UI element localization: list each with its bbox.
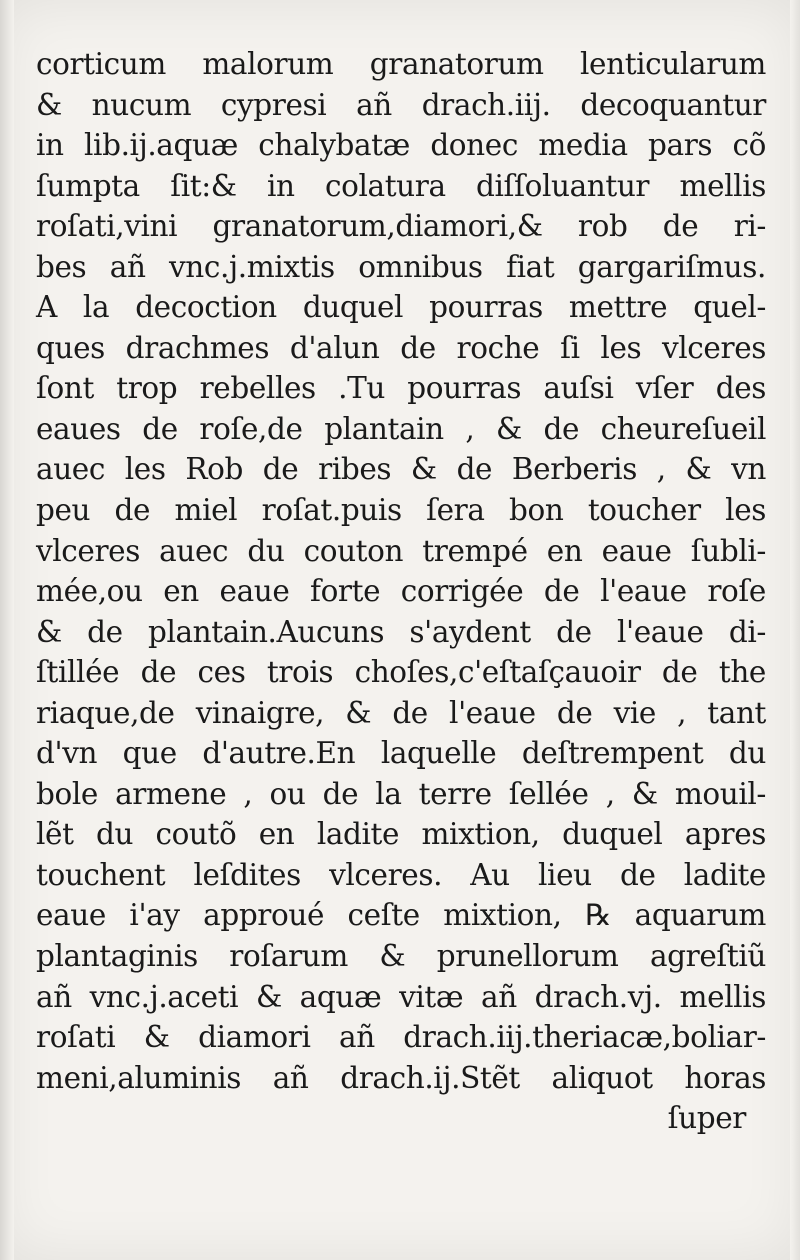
text-line-25: roſati & diamori añ drach.iij.theriacæ,boliar- xyxy=(36,1020,766,1055)
text-line-2: & nucum cypresi añ drach.iij. decoquantur xyxy=(36,87,766,122)
text-line-24: añ vnc.j.aceti & aquæ vitæ añ drach.vj. mellis xyxy=(36,979,766,1014)
text-line-26: meni,aluminis añ drach.ij.Stẽt aliquot horas xyxy=(36,1060,766,1095)
text-line-6: bes añ vnc.j.mixtis omnibus fiat gargariſmus. xyxy=(36,249,766,284)
text-line-11: auec les Rob de ribes & de Berberis , & vn xyxy=(36,452,766,487)
text-line-21: touchent leſdites vlceres. Au lieu de ladite xyxy=(36,857,766,892)
text-line-23: plantaginis roſarum & prunellorum agreſtiũ xyxy=(36,939,766,974)
text-line-18: d'vn que d'autre.En laquelle deſtrempent du xyxy=(36,736,766,771)
text-line-14: mée,ou en eaue forte corrigée de l'eaue roſe xyxy=(36,574,766,609)
text-line-10: eaues de roſe,de plantain , & de cheureſueil xyxy=(36,411,766,446)
text-line-19: bole armene , ou de la terre ſellée , & mouil- xyxy=(36,776,766,811)
text-line-20: lẽt du coutõ en ladite mixtion, duquel apres xyxy=(36,817,766,852)
text-line-22: eaue i'ay approué ceſte mixtion, ℞ aquarum xyxy=(36,898,766,933)
text-line-12: peu de miel roſat.puis ſera bon toucher les xyxy=(36,493,766,528)
text-line-9: ſont trop rebelles .Tu pourras auſsi vſer des xyxy=(36,371,766,406)
text-line-8: ques drachmes d'alun de roche ſi les vlceres xyxy=(36,330,766,365)
page-text xyxy=(36,44,766,1139)
text-line-1: corticum malorum granatorum lenticularum xyxy=(36,47,766,81)
text-line-13: vlceres auec du couton trempé en eaue ſubli- xyxy=(36,533,766,568)
text-line-5: roſati,vini granatorum,diamori,& rob de ri- xyxy=(36,209,766,244)
text-line-16: ſtillée de ces trois choſes,c'eſtaſçauoir de the xyxy=(36,655,766,690)
text-line-17: riaque,de vinaigre, & de l'eaue de vie , tant xyxy=(36,695,766,730)
text-line-4: ſumpta ſit:& in colatura diſſoluantur mellis xyxy=(36,168,766,203)
text-line-15: & de plantain.Aucuns s'aydent de l'eaue di- xyxy=(36,614,766,649)
text-line-7: A la decoction duquel pourras mettre quel- xyxy=(36,290,766,325)
catchword: ſuper xyxy=(667,1101,746,1136)
text-line-3: in lib.ij.aquæ chalybatæ donec media pars cõ xyxy=(36,128,766,163)
